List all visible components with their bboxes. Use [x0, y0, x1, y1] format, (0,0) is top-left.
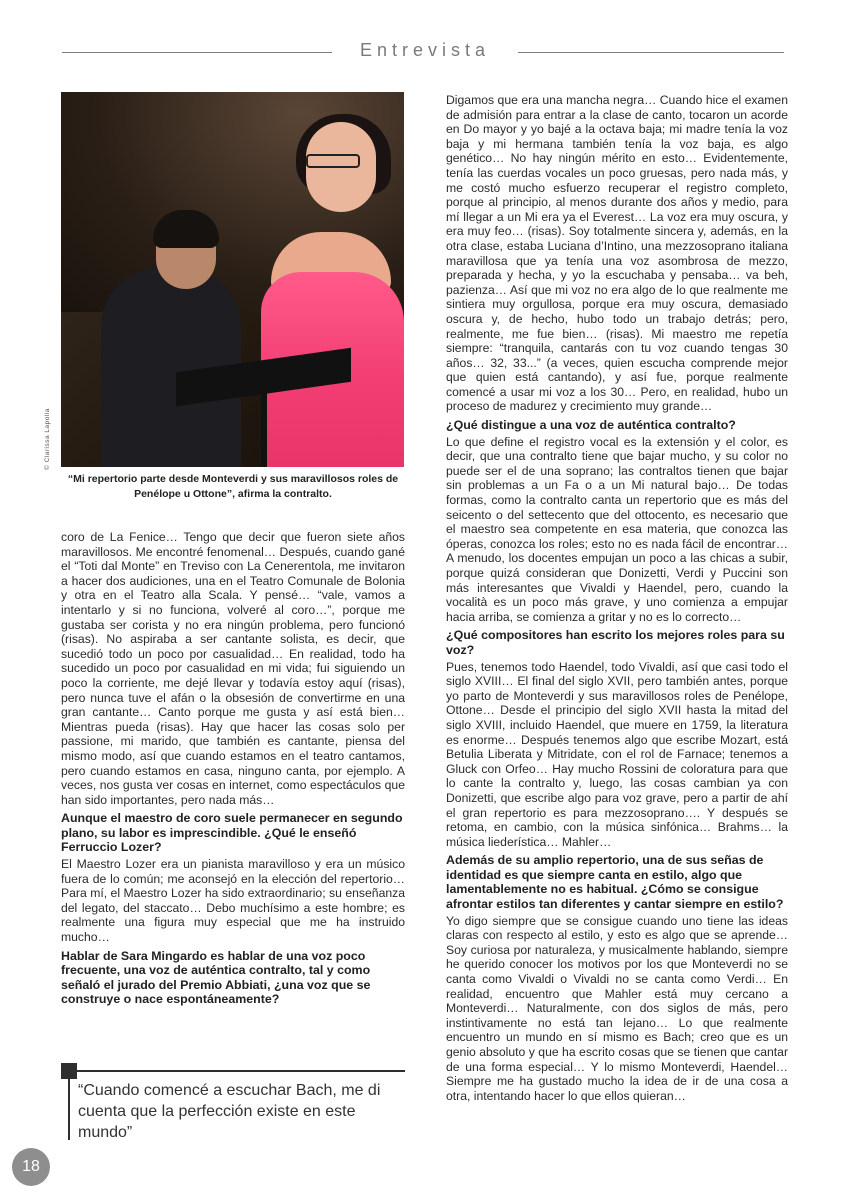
left-question-2: Hablar de Sara Mingardo es hablar de una voz poco frecuente, una voz de auténtica contralto, tal y como señaló el jurado del Premio Abbiati, ¿una voz que se construye o nace espontáneamente?: [61, 948, 371, 1007]
left-paragraph-1: coro de La Fenice… Tengo que decir que fueron siete años maravillosos. Me encontré fenomenal… Después, cuando gané el “Toti dal Monte” en Treviso con La Cenerentola, me invitaron a hacer dos audiciones, una en el Teatro Comunale de Bolonia y otra en el Teatro alla Scala. Y pensé… “vale, vamos a intentarlo y si no funciona, volveré al coro…”, porque me gustaba ser corista y no era ningún problema, pero funcionó (risas). No aspiraba a ser cantante solista, es decir, que sucedió todo un poco por casualidad… En realidad, todo ha sucedido un poco por casualidad en mi vida; fui siguiendo un poco la corriente, me dejé llevar y todavía estoy aquí (risas), pero nunca tuve el afán o la obsesión de convertirme en una gran cantante… Canto porque me gusta y así está bien… Mientras pueda (risas). Hay que hacer las cosas solo per passione, mi marido, que también es cantante, piensa del mismo modo, así que cuando estamos en el teatro cantamos, pero cuando estamos en casa, ninguno canta, por ejemplo. A veces, nos gusta ver cosas en internet, como espectáculos que han sido importantes, pero nada más…: [61, 530, 405, 807]
page-number: 18: [12, 1148, 50, 1186]
photo-caption: “Mi repertorio parte desde Monteverdi y sus maravillosos roles de Penélope u Ottone”, afirma la contralto.: [67, 473, 399, 500]
right-paragraph-2: Lo que define el registro vocal es la extensión y el color, es decir, que una contralto tiene que bajar mucho, y su color no puede ser el de una soprano; las contraltos tienen que bajar sin problemas a un Fa o a un Mi natural bajo… De todas formas, como la contralto canta un repertorio que es más del seicento o del settecento que del ottocento, es necesario que el maestro sea competente en esa materia, que conozca las óperas, conozca los roles; esto no es nada fácil de encontrar… A menudo, los docentes empujan un poco a las chicas a subir, porque quizá consideran que Donizetti, Verdi y Puccini son más interesantes que Vivaldi y Haendel, pero, cuando la vocalità es un poco más grave, y uno comienza a empujar hacia arriba, se comienza a gritar y no es lo correcto…: [446, 434, 788, 624]
left-paragraph-2: El Maestro Lozer era un pianista maravilloso y era un músico fuera de lo común; me aconsejó en la elección del repertorio… Para mí, el Maestro Lozer ha sido extraordinario; su enseñanza del legato, del staccato… Debo muchísimo a este hombre; es realmente una figura muy especial que me ha instruido mucho…: [61, 857, 405, 945]
concert-photo: [61, 92, 404, 467]
pull-quote-rule: [61, 1070, 405, 1072]
pull-quote-bar: [68, 1074, 70, 1140]
singer-glasses: [306, 154, 360, 168]
right-question-1: ¿Qué distingue a una voz de auténtica contralto?: [446, 418, 736, 433]
section-label: Entrevista: [359, 40, 491, 60]
right-paragraph-4: Yo digo siempre que se consigue cuando uno tiene las ideas claras con respecto al estilo, y esto es algo que se aprende… Soy curiosa por naturaleza, y musicalmente hablando, siempre he querido conocer los motivos por los que Monteverdi no se canta como Vivaldi o Vivaldi no se canta como Verdi… En realidad, encuentro que Mahler está muy cercano a Monteverdi… Naturalmente, con dos siglos de más, pero instintivamente no está tan lejano… Lo que realmente encuentro un mundo en sí mismo es Bach; creo que es un genio absoluto y que ha escrito cosas que se tienen que cantar de una forma especial… Y lo mismo Monteverdi, Haendel… Siempre me ha gustado mucho la idea de ir de una cosa a otra, intentando hacer lo que ellos quieran…: [446, 913, 788, 1103]
pull-quote: “Cuando comencé a escuchar Bach, me di cuenta que la perfección existe en este mundo”: [78, 1082, 381, 1141]
header-rule-left: [62, 52, 332, 53]
right-question-3: Además de su amplio repertorio, una de sus señas de identidad es que siempre canta en estilo, algo que lamentablemente no es habitual. ¿Cómo se consigue afrontar estilos tan diferentes y cantar siempre en estilo?: [446, 853, 784, 912]
left-question-1: Aunque el maestro de coro suele permanecer en segundo plano, su labor es imprescindible. ¿Qué le enseñó Ferruccio Lozer?: [61, 811, 403, 855]
music-stand-pole: [261, 392, 267, 467]
header-rule-right: [518, 52, 784, 53]
right-column: [446, 93, 788, 1107]
left-column: [61, 530, 405, 1009]
right-paragraph-3: Pues, tenemos todo Haendel, todo Vivaldi, así que casi todo el siglo XVIII… El final del siglo XVII, pero también antes, porque yo parto de Monteverdi y sus maravillosos roles de Penélope, Ottone… Desde el principio del siglo XVII hasta la mitad del siglo XVIII, incluido Haendel, que muere en 1759, la literatura es enorme… Después tenemos algo que escribe Mozart, está Betulia Liberata y Mitridate, con el rol de Farnace; tenemos a Gluck con Orfeo… Hay mucho Rossini de coloratura para que lo cante la contralto y, luego, las cosas cambian ya con Donizetti, que escribe algo para voz grave, pero a partir de ahí el gran repertorio es para mezzosoprano…. Y después se retoma, en cambio, con la música sinfónica… Brahms… la música liederística… Mahler…: [446, 659, 788, 849]
right-question-2: ¿Qué compositores han escrito los mejores roles para su voz?: [446, 628, 785, 657]
photo-credit: © Clarissa Lapolla: [44, 408, 51, 470]
right-paragraph-1: Digamos que era una mancha negra… Cuando hice el examen de admisión para entrar a la clase de canto, tocaron un acorde en Do mayor y yo bajé a la octava baja; mi madre tenía la voz baja y mi hermana también tenía la voz baja, es algo genético… No hay ningún mérito en esto… Evidentemente, tenía las cuerdas vocales un poco gruesas, pero nada más, y me costó mucho esfuerzo recuperar el registro completo, porque al principio, al menos durante dos años y medio, para mí llegar a un Mi era ya el Everest… La voz era muy oscura, y era muy feo… (risas). Soy totalmente sincera y, además, en la otra clase, estaba Luciana d’Intino, una mezzosoprano italiana maravillosa que ya tenía una voz asombrosa de mezzo, preparada y hecha, y yo la escuchaba y pensaba… va beh, pazienza… Así que mi voz no era algo de lo que realmente me sintiera muy orgullosa, porque era muy oscura, demasiado oscura y, de hecho, hubo todo un trabajo detrás; pero, realmente, me fue bien… (risas). Mi maestro me repetía siempre: “tranquila, cantarás con tu voz cuando tengas 30 años… 32, 33...” (a veces, quien escucha comprende mejor que quien está cantando), y así fue, porque realmente comencé a usar mi voz a los 30… Pero, en realidad, hubo un proceso de madurez y crecimiento muy grande…: [446, 93, 788, 414]
